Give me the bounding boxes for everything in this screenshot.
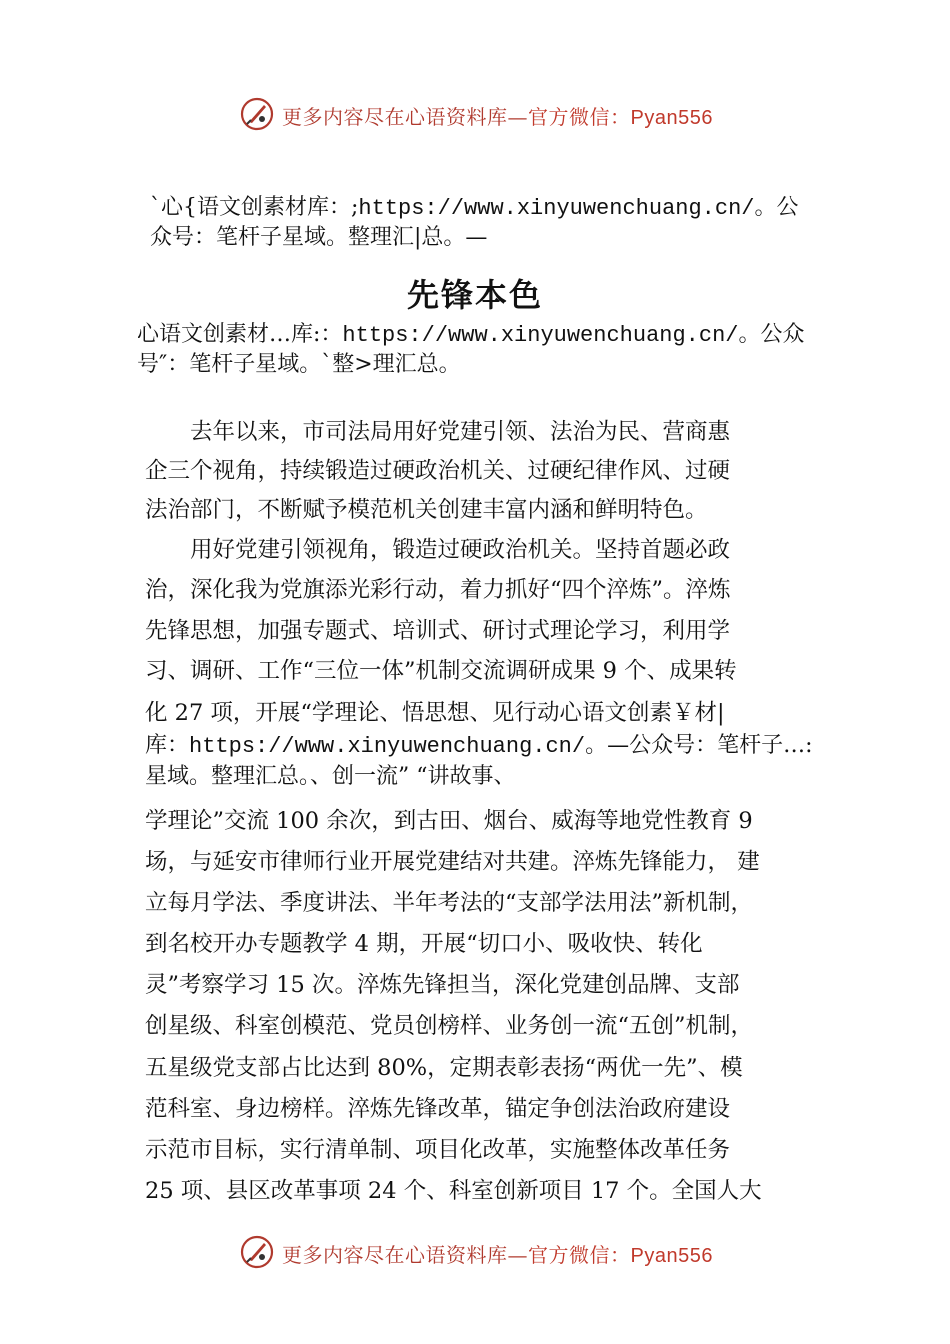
body-line: 化 27 项，开展“学理论、悟思想、见行动心语文创素￥材| (145, 700, 725, 726)
banner-wechat-id: Pyan556 (630, 107, 713, 129)
body-line: 用好党建引领视角，锻造过硬政治机关。坚持首题必政 (145, 537, 731, 563)
body-line: 治，深化我为党旗添光彩行动，着力抓好“四个淬炼”。淬炼 (145, 577, 731, 603)
banner-separator: — (507, 105, 528, 129)
body-line: 示范市目标，实行清单制、项目化改革，实施整体改革任务 (145, 1137, 731, 1163)
body-line: 先锋思想，加强专题式、培训式、研讨式理论学习，利用学 (145, 618, 731, 644)
banner-wechat-label: 官方微信： (528, 105, 631, 129)
banner-text (282, 1239, 713, 1268)
banner-brand: 更多内容尽在心语资料库 (282, 105, 508, 129)
body-line: 企三个视角，持续锻造过硬政治机关、过硬纪律作风、过硬 (145, 458, 731, 484)
banner-brand: 更多内容尽在心语资料库 (282, 1243, 508, 1267)
quill-pen-logo-icon (240, 1235, 274, 1269)
body-line: 五星级党支部占比达到 80%，定期表彰表扬“两优一先”、模 (145, 1055, 743, 1081)
body-line: 法治部门，不断赋予模范机关创建丰富内涵和鲜明特色。 (145, 497, 708, 523)
quill-pen-logo-icon (240, 97, 274, 131)
watermark-url: https://www.xinyuwenchuang.cn/ (358, 196, 755, 221)
watermark-under-title-line2: 号″：笔杆子星域。`整>理汇总。 (137, 352, 461, 377)
body-line: 到名校开办专题教学 4 期，开展“切口小、吸收快、转化 (145, 931, 703, 957)
watermark-url: https://www.xinyuwenchuang.cn/ (342, 323, 739, 348)
body-line: 学理论”交流 100 余次，到古田、烟台、威海等地党性教育 9 (145, 808, 753, 834)
watermark-top-line2: 众号：笔杆子星域。整理汇|总。— (150, 225, 488, 250)
body-line: 场，与延安市律师行业开展党建结对共建。淬炼先锋能力， 建 (145, 849, 760, 875)
header-banner (0, 95, 950, 135)
banner-separator: — (507, 1243, 528, 1267)
body-line: 灵”考察学习 15 次。淬炼先锋担当，深化党建创品牌、支部 (145, 972, 740, 998)
watermark-inline-line2: 星域。整理汇总。、创一流” “讲故事、 (145, 764, 516, 789)
watermark-inline-line1: 库：https://www.xinyuwenchuang.cn/。—公众号：笔杆子…: (145, 733, 813, 759)
body-line: 立每月学法、季度讲法、半年考法的“支部学法用法”新机制， (145, 890, 754, 916)
watermark-url: https://www.xinyuwenchuang.cn/ (189, 734, 586, 759)
page-title: 先锋本色 (406, 276, 543, 314)
body-line: 创星级、科室创模范、党员创榜样、业务创一流“五创”机制， (145, 1013, 754, 1039)
body-line: 去年以来，市司法局用好党建引领、法治为民、营商惠 (145, 419, 731, 445)
body-line: 范科室、身边榜样。淬炼先锋改革，锚定争创法治政府建设 (145, 1096, 731, 1122)
watermark-under-title-line1: 心语文创素材…库:：https://www.xinyuwenchuang.cn/。公众 (137, 322, 805, 348)
banner-wechat-label: 官方微信： (528, 1243, 631, 1267)
footer-banner (0, 1233, 950, 1273)
watermark-top-line1: `心{语文创素材库：;https://www.xinyuwenchuang.cn/。公 (150, 195, 799, 221)
banner-wechat-id: Pyan556 (630, 1245, 713, 1267)
body-line: 习、调研、工作“三位一体”机制交流调研成果 9 个、成果转 (145, 658, 737, 684)
banner-text (282, 101, 713, 130)
body-line: 25 项、县区改革事项 24 个、科室创新项目 17 个。全国人大 (145, 1178, 762, 1204)
